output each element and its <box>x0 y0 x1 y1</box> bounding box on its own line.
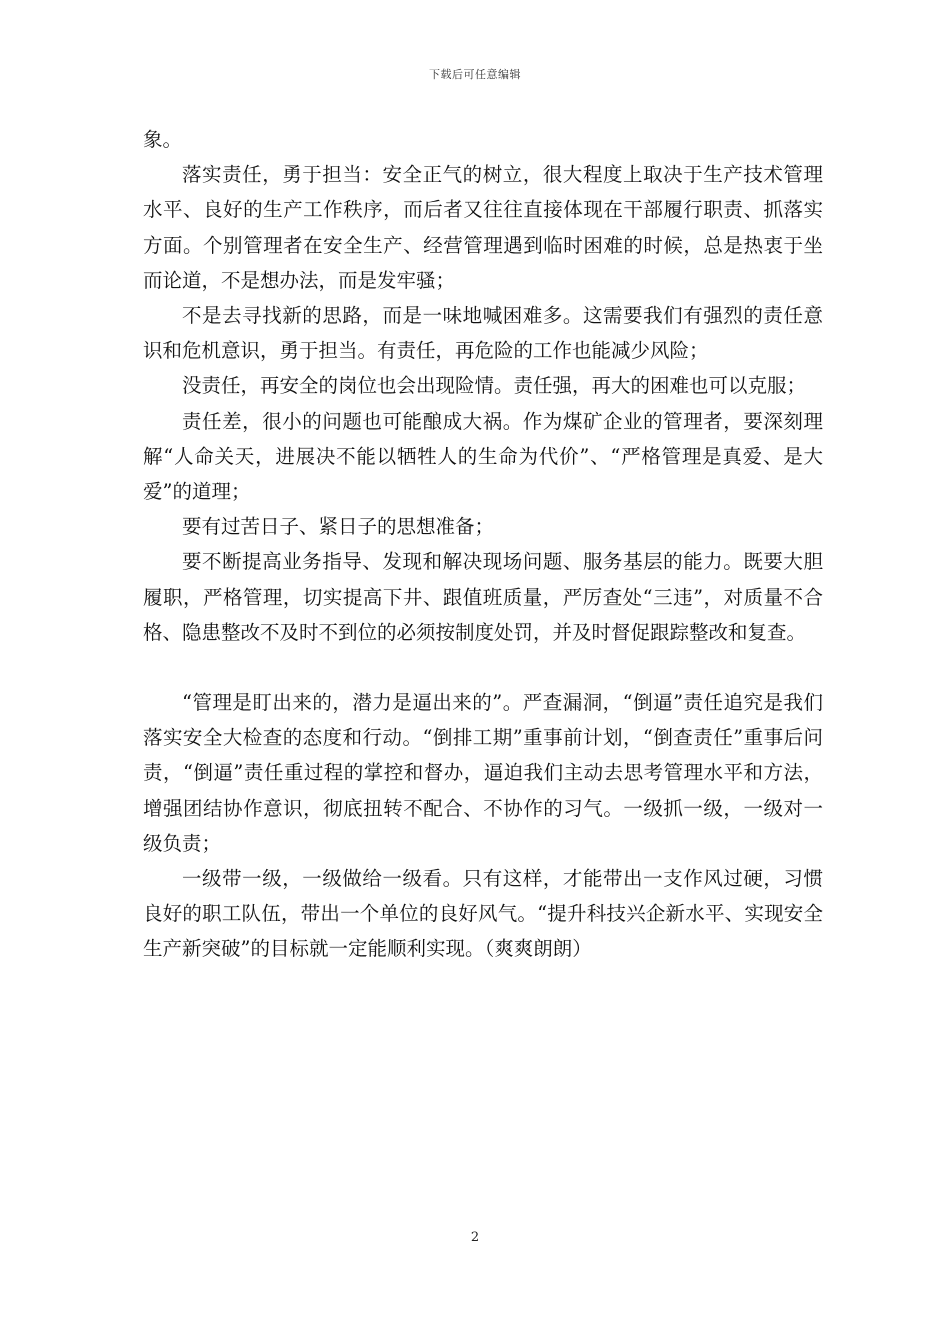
page-number: 2 <box>470 1230 480 1245</box>
paragraph: 落实责任，勇于担当：安全正气的树立，很大程度上取决于生产技术管理水平、良好的生产工作秩序，而后者又往往直接体现在干部履行职责、抓落实方面。个别管理者在安全生产、经营管理遇到临时困难的时候，总是热衷于坐而论道，不是想办法，而是发牢骚； <box>143 163 823 292</box>
paragraph-continuation: 象。 <box>143 128 183 151</box>
paragraph: “管理是盯出来的，潜力是逼出来的”。严查漏洞，“倒逼”责任追究是我们落实安全大检查的态度和行动。“倒排工期”重事前计划，“倒查责任”重事后问责，“倒逼”责任重过程的掌控和督办，逼迫我们主动去思考管理水平和方法，增强团结协作意识，彻底扭转不配合、不协作的习气。一级抓一级，一级对一级负责； <box>143 691 823 855</box>
document-body <box>143 122 823 967</box>
paragraph: 要有过苦日子、紧日子的思想准备； <box>182 515 495 539</box>
paragraph: 一级带一级，一级做给一级看。只有这样，才能带出一支作风过硬，习惯良好的职工队伍，带出一个单位的良好风气。“提升科技兴企新水平、实现安全生产新突破”的目标就一定能顺利实现。（爽爽朗朗） <box>143 867 823 961</box>
paragraph: 不是去寻找新的思路，而是一味地喊困难多。这需要我们有强烈的责任意识和危机意识，勇于担当。有责任，再危险的工作也能减少风险； <box>143 304 823 363</box>
paragraph: 责任差，很小的问题也可能酿成大祸。作为煤矿企业的管理者，要深刻理解“人命关天，进展决不能以牺牲人的生命为代价”、“严格管理是真爱、是大爱”的道理； <box>143 409 823 504</box>
page-header: 下载后可任意编辑 <box>429 68 521 81</box>
paragraph: 要不断提高业务指导、发现和解决现场问题、服务基层的能力。既要大胆履职，严格管理，切实提高下井、跟值班质量，严厉查处“三违”，对质量不合格、隐患整改不及时不到位的必须按制度处罚，并及时督促跟踪整改和复查。 <box>143 550 823 644</box>
paragraph: 没责任，再安全的岗位也会出现险情。责任强，再大的困难也可以克服； <box>182 374 807 398</box>
